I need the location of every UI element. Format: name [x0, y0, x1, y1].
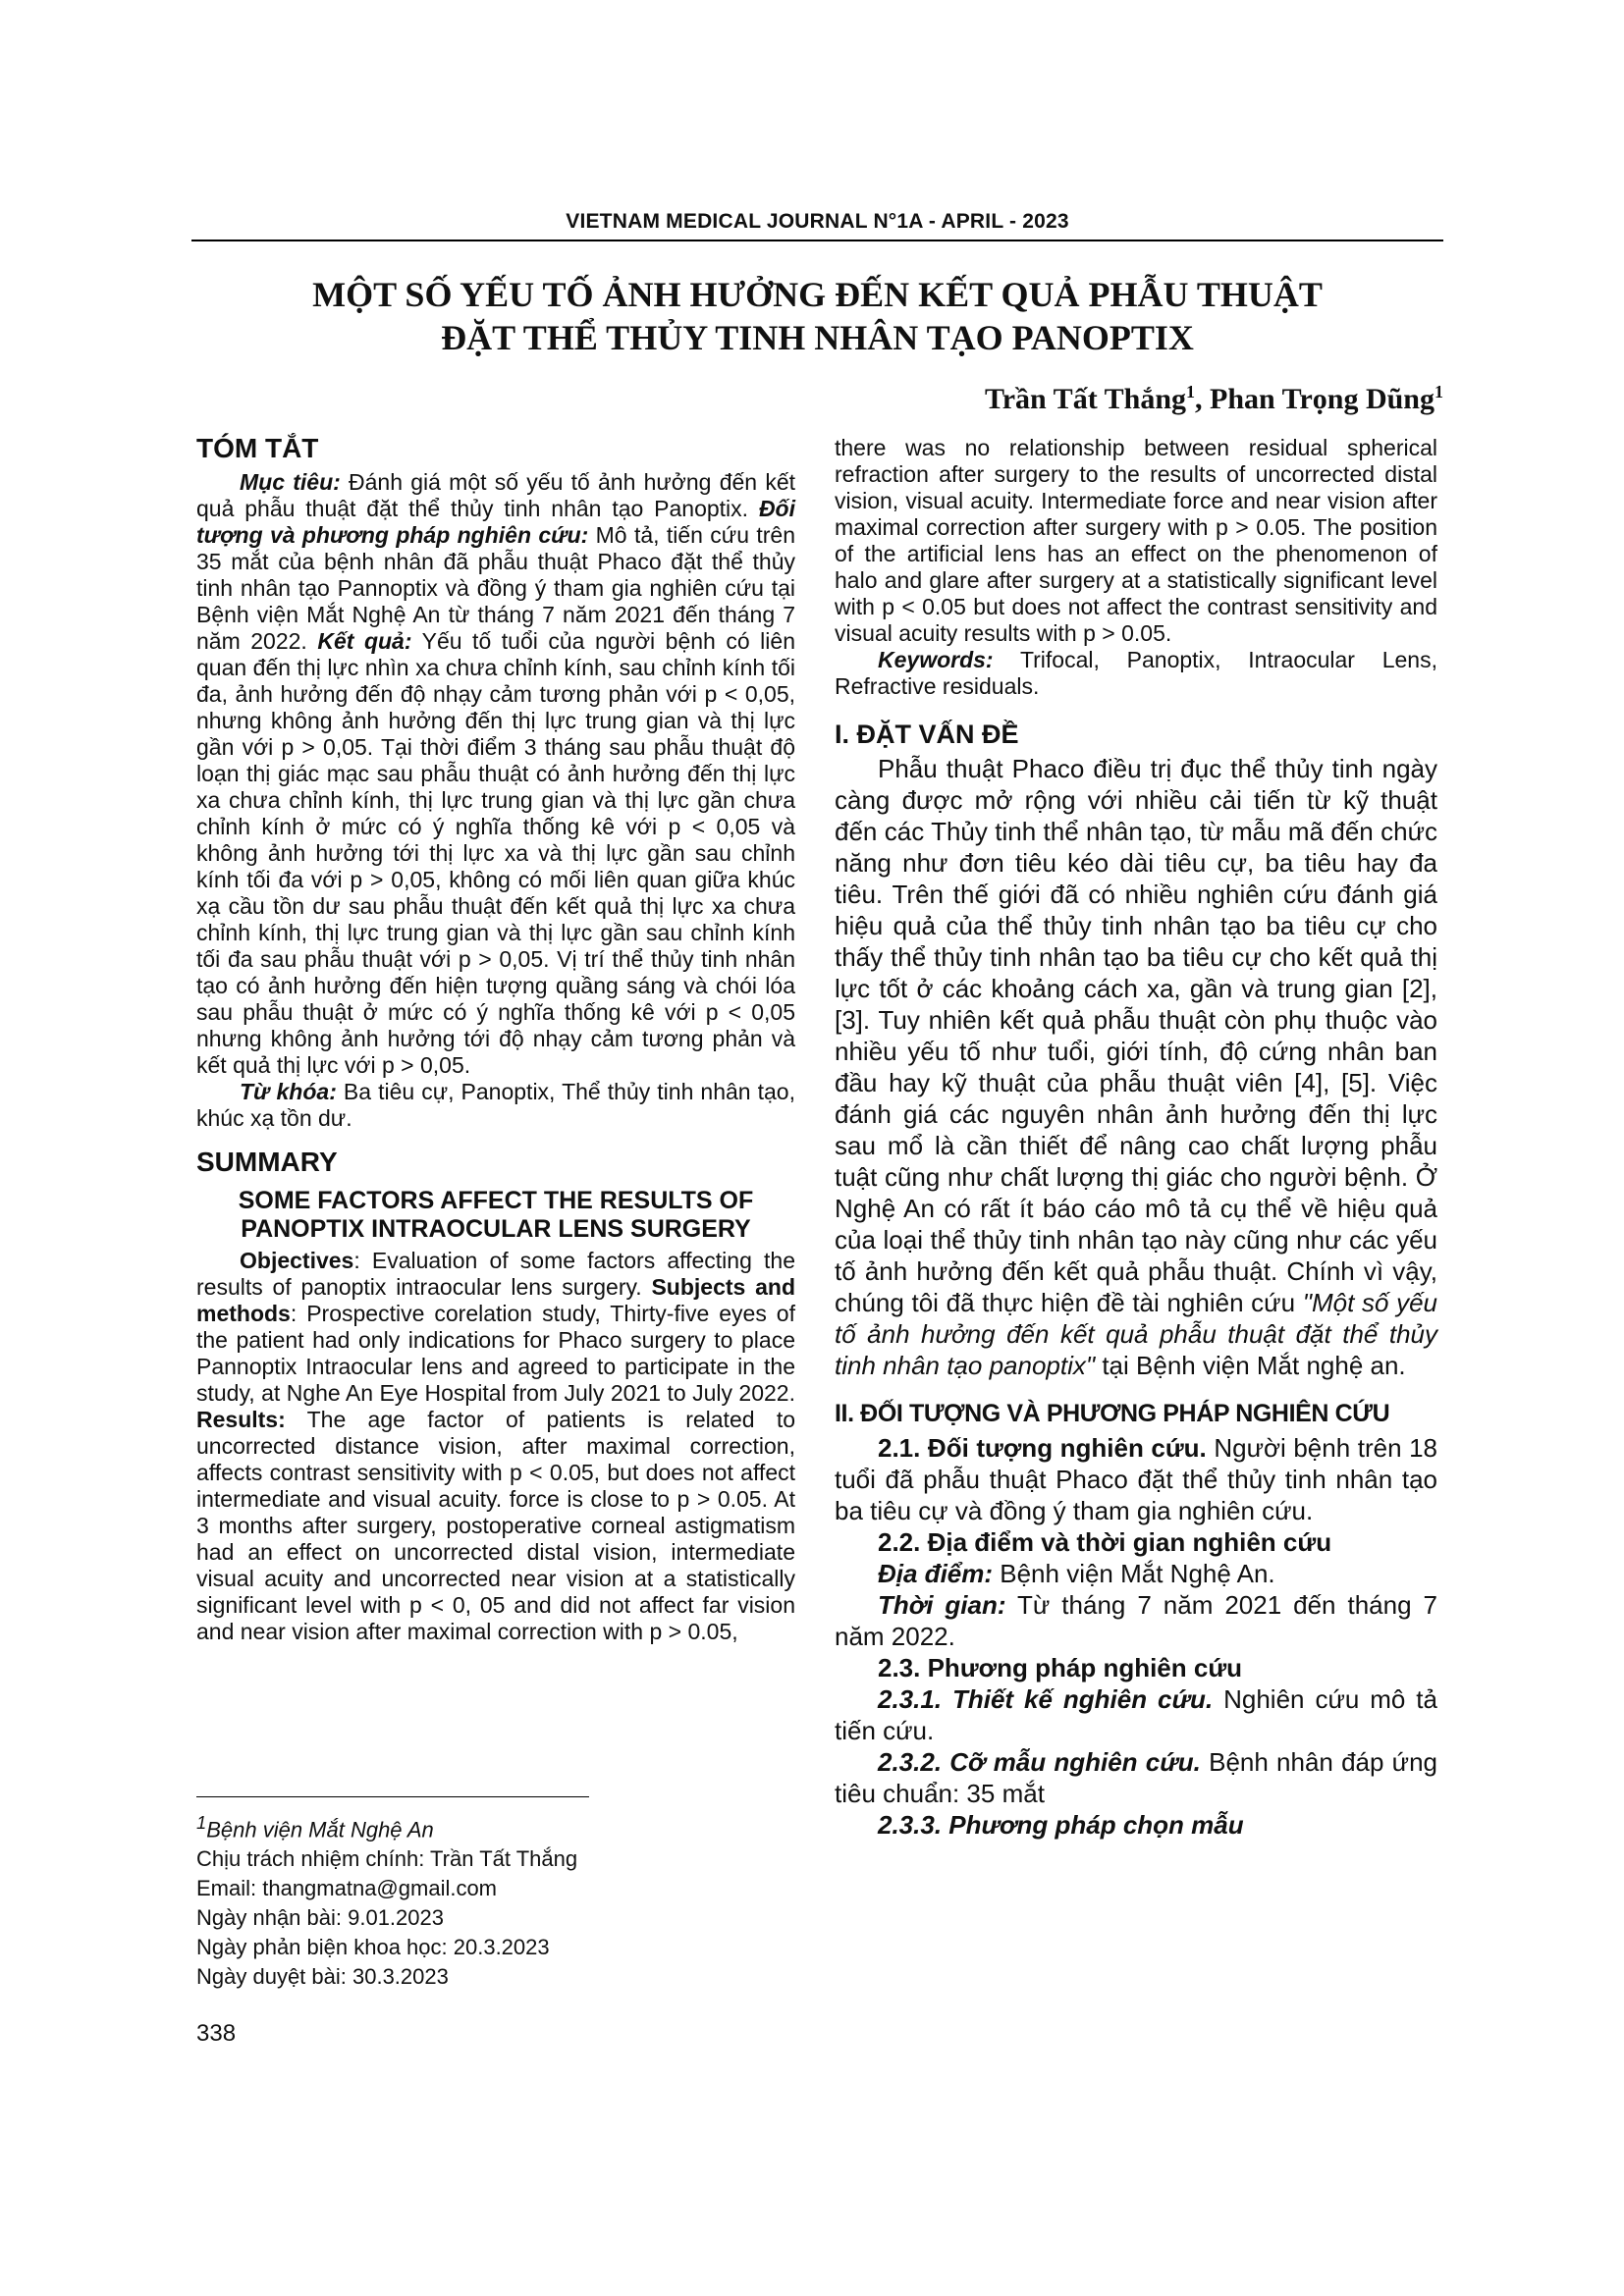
page-number: 338 [196, 2020, 237, 2047]
summary-title: SOME FACTORS AFFECT THE RESULTS OF PANOPTIX INTRAOCULAR LENS SURGERY [238, 1187, 754, 1243]
title-line-1: MỘT SỐ YẾU TỐ ẢNH HƯỞNG ĐẾN KẾT QUẢ PHẪU THUẬT [312, 275, 1323, 314]
abstract-vi-body [196, 469, 795, 1079]
ket-qua-text: Yếu tố tuổi của người bệnh có liên quan đến thị lực nhìn xa chưa chỉnh kính, sau chỉnh kính tối đa, ảnh hưởng đến độ nhạy cảm tương phản với p < 0,05, nhưng không ảnh hưởng đến thị lực trung gian và thị lực gần với p > 0,05. Tại thời điểm 3 tháng sau phẫu thuật độ loạn thị giác mạc sau phẫu thuật có ảnh hưởng đến thị lực xa chưa chỉnh kính, thị lực trung gian và thị lực gần chưa chỉnh kính ở mức có ý nghĩa thống kê với p < 0,05 và không ảnh hưởng tới thị lực xa và thị lực gần sau chỉnh kính tối đa với p > 0,05, không có mối liên quan giữa khúc xạ cầu tồn dư sau phẫu thuật đến kết quả thị lực xa chưa chỉnh kính, thị lực trung gian và thị lực gần sau chỉnh kính tối đa sau phẫu thuật với p > 0,05. Vị trí thể thủy tinh nhân tạo có ảnh hưởng đến hiện tượng quầng sáng và chói lóa sau phẫu thuật ở mức có ý nghĩa thống kê với p < 0,05 nhưng không ảnh hưởng tới độ nhạy cảm tương phản và kết quả thị lực với p > 0,05. [196, 628, 795, 1078]
footnote-affiliation [196, 1808, 795, 1844]
left-column [196, 432, 795, 1645]
section-1-italic-title: "Một số yếu tố ảnh hưởng đến kết quả phẫu thuật đặt thể thủy tinh nhân tạo panoptix" [835, 1288, 1437, 1380]
doi-tuong-text: Mô tả, tiến cứu trên 35 mắt của bệnh nhân đã phẫu thuật Phaco đặt thể thủy tinh nhân tạo Pannoptix và đồng ý tham gia nghiên cứu tại Bệnh viện Mắt Nghệ An từ tháng 7 năm 2021 đến tháng 7 năm 2022. [196, 522, 795, 654]
footnote-corresponding: Chịu trách nhiệm chính: Trần Tất Thắng [196, 1846, 578, 1872]
place-text: Bệnh viện Mắt Nghệ An. [993, 1559, 1275, 1588]
section-1-heading: I. ĐẶT VẤN ĐỀ [835, 720, 1019, 749]
subjects-text: : Prospective corelation study, Thirty-five eyes of the patient had only indications for Phaco surgery to place Pannoptix Intraocular lens and agreed to participate in the study, at Nghe An Eye Hospital from July 2021 to July 2022. [196, 1301, 795, 1406]
s21-label: 2.1. Đối tượng nghiên cứu. [878, 1433, 1207, 1463]
time-text: Từ tháng 7 năm 2021 đến tháng 7 năm 2022. [835, 1590, 1437, 1651]
s231-label: 2.3.1. Thiết kế nghiên cứu. [878, 1684, 1214, 1714]
doi-tuong-label: Đối tượng và phương pháp nghiên cứu: [196, 496, 795, 548]
article-title [191, 273, 1443, 359]
section-2-heading: II. ĐỐI TƯỢNG VÀ PHƯƠNG PHÁP NGHIÊN CỨU [835, 1400, 1390, 1427]
keywords [835, 647, 1437, 700]
keywords-text: Trifocal, Panoptix, Intraocular Lens, Refractive residuals. [835, 647, 1437, 699]
tu-khoa-label: Từ khóa: [240, 1079, 337, 1104]
s21-text: Người bệnh trên 18 tuổi đã phẫu thuật Phaco đặt thể thủy tinh nhân tạo ba tiêu cự và đồng ý tham gia nghiên cứu. [835, 1433, 1437, 1525]
section-2-2: 2.2. Địa điểm và thời gian nghiên cứu [878, 1527, 1332, 1557]
author-1: Trần Tất Thắng [984, 383, 1187, 415]
section-2-1 [835, 1432, 1437, 1526]
place-label: Địa điểm: [878, 1559, 994, 1588]
section-1-body [835, 753, 1437, 1381]
section-2 [835, 1397, 1437, 1841]
muc-tieu-label: Mục tiêu: [240, 469, 341, 495]
results-label: Results: [196, 1407, 286, 1432]
footnote-reviewed: Ngày phản biện khoa học: 20.3.2023 [196, 1935, 550, 1960]
section-2-3-2 [835, 1746, 1437, 1809]
s232-label: 2.3.2. Cỡ mẫu nghiên cứu. [878, 1747, 1201, 1777]
summary-body [196, 1248, 795, 1645]
footnote-accepted: Ngày duyệt bài: 30.3.2023 [196, 1964, 449, 1990]
tu-khoa [196, 1079, 795, 1132]
s232-text: Bệnh nhân đáp ứng tiêu chuẩn: 35 mắt [835, 1747, 1437, 1808]
authors: Trần Tất Thắng$^1$, Phan Trọng Dũng$^1$ [984, 382, 1443, 415]
footnotes [196, 1808, 795, 1992]
footnote-email: Email: thangmatna@gmail.com [196, 1876, 498, 1901]
time-label: Thời gian: [878, 1590, 1006, 1620]
tu-khoa-text: Ba tiêu cự, Panoptix, Thể thủy tinh nhân tạo, khúc xạ tồn dư. [196, 1079, 795, 1131]
title-line-2: ĐẶT THỂ THỦY TINH NHÂN TẠO PANOPTIX [441, 318, 1194, 357]
objectives-label: Objectives [240, 1248, 354, 1273]
place [835, 1558, 1437, 1589]
s231-text: Nghiên cứu mô tả tiến cứu. [835, 1684, 1437, 1745]
results-text-right: there was no relationship between residual spherical refraction after surgery to the results of uncorrected distal vision, visual acuity. Intermediate force and near vision after maximal correction after surgery with p > 0.05. The position of the artificial lens has an effect on the phenomenon of halo and glare after surgery at a statistically significant level with p < 0.05 but does not affect the contrast sensitivity and visual acuity results with p > 0.05. [835, 435, 1437, 646]
footnote-received: Ngày nhận bài: 9.01.2023 [196, 1905, 444, 1931]
author-2: Phan Trọng Dũng [1210, 383, 1435, 415]
section-2-3-1 [835, 1683, 1437, 1746]
summary-continued [835, 435, 1437, 700]
results-text-left: The age factor of patients is related to uncorrected distance vision, after maximal correction, affects contrast sensitivity with p < 0.05, but does not affect intermediate and visual acuity. force is close to p > 0.05. At 3 months after surgery, postoperative corneal astigmatism had an effect on uncorrected distal vision, intermediate visual acuity and uncorrected near vision at a statistically significant level with p < 0, 05 and did not affect far vision and near vision after maximal correction with p > 0.05, [196, 1407, 795, 1644]
affil-sup: 1 [196, 1812, 207, 1833]
section-2-3-3: 2.3.3. Phương pháp chọn mẫu [878, 1810, 1244, 1840]
section-1 [835, 718, 1437, 1381]
objectives-text: : Evaluation of some factors affecting the results of panoptix intraocular lens surgery. [196, 1248, 795, 1300]
keywords-label: Keywords: [878, 647, 994, 672]
right-column [835, 435, 1437, 1841]
muc-tieu-text: Đánh giá một số yếu tố ảnh hưởng đến kết quả phẫu thuật đặt thể thủy tinh nhân tạo Panoptix. [196, 469, 795, 521]
summary-heading: SUMMARY [196, 1147, 338, 1177]
journal-header: VIETNAM MEDICAL JOURNAL N°1A - APRIL - 2023 [566, 210, 1069, 233]
section-1-text-end: tại Bệnh viện Mắt nghệ an. [1095, 1351, 1406, 1380]
subjects-label: Subjects and methods [196, 1274, 795, 1326]
header-rule [191, 240, 1443, 241]
section-1-text: Phẫu thuật Phaco điều trị đục thể thủy tinh ngày càng được mở rộng với nhiều cải tiến từ kỹ thuật đến các Thủy tinh thể nhân tạo, từ mẫu mã đến chức năng như đơn tiêu kéo dài tiêu cự, ba tiêu hay đa tiêu. Trên thế giới đã có nhiều nghiên cứu đánh giá hiệu quả của thể thủy tinh nhân tạo ba tiêu cự cho thấy thể thủy tinh nhân tạo ba tiêu cự cho kết quả thị lực tốt ở các khoảng cách xa, gần và trung gian [2], [3]. Tuy nhiên kết quả phẫu thuật còn phụ thuộc vào nhiều yếu tố như tuổi, giới tính, độ cứng nhân ban đầu hay kỹ thuật của phẫu thuật viên [4], [5]. Việc đánh giá các nguyên nhân ảnh hưởng đến thị lực sau mổ là cần thiết để nâng cao chất lượng phẫu tuật cũng như chất lượng thị giác cho người bệnh. Ở Nghệ An có rất ít báo cáo mô tả cụ thể về hiệu quả của loại thể thủy tinh nhân tạo này cũng như các yếu tố ảnh hưởng đến kết quả phẫu thuật. Chính vì vậy, chúng tôi đã thực hiện đề tài nghiên cứu [835, 754, 1437, 1317]
ket-qua-label: Kết quả: [317, 628, 412, 654]
affil-text: Bệnh viện Mắt Nghệ An [206, 1817, 434, 1842]
author-2-sup: 1 [1435, 382, 1443, 401]
time [835, 1589, 1437, 1652]
section-2-3: 2.3. Phương pháp nghiên cứu [878, 1653, 1243, 1682]
author-1-sup: 1 [1186, 382, 1196, 401]
abstract-vi-heading: TÓM TẮT [196, 433, 319, 463]
footnote-rule [196, 1796, 589, 1797]
